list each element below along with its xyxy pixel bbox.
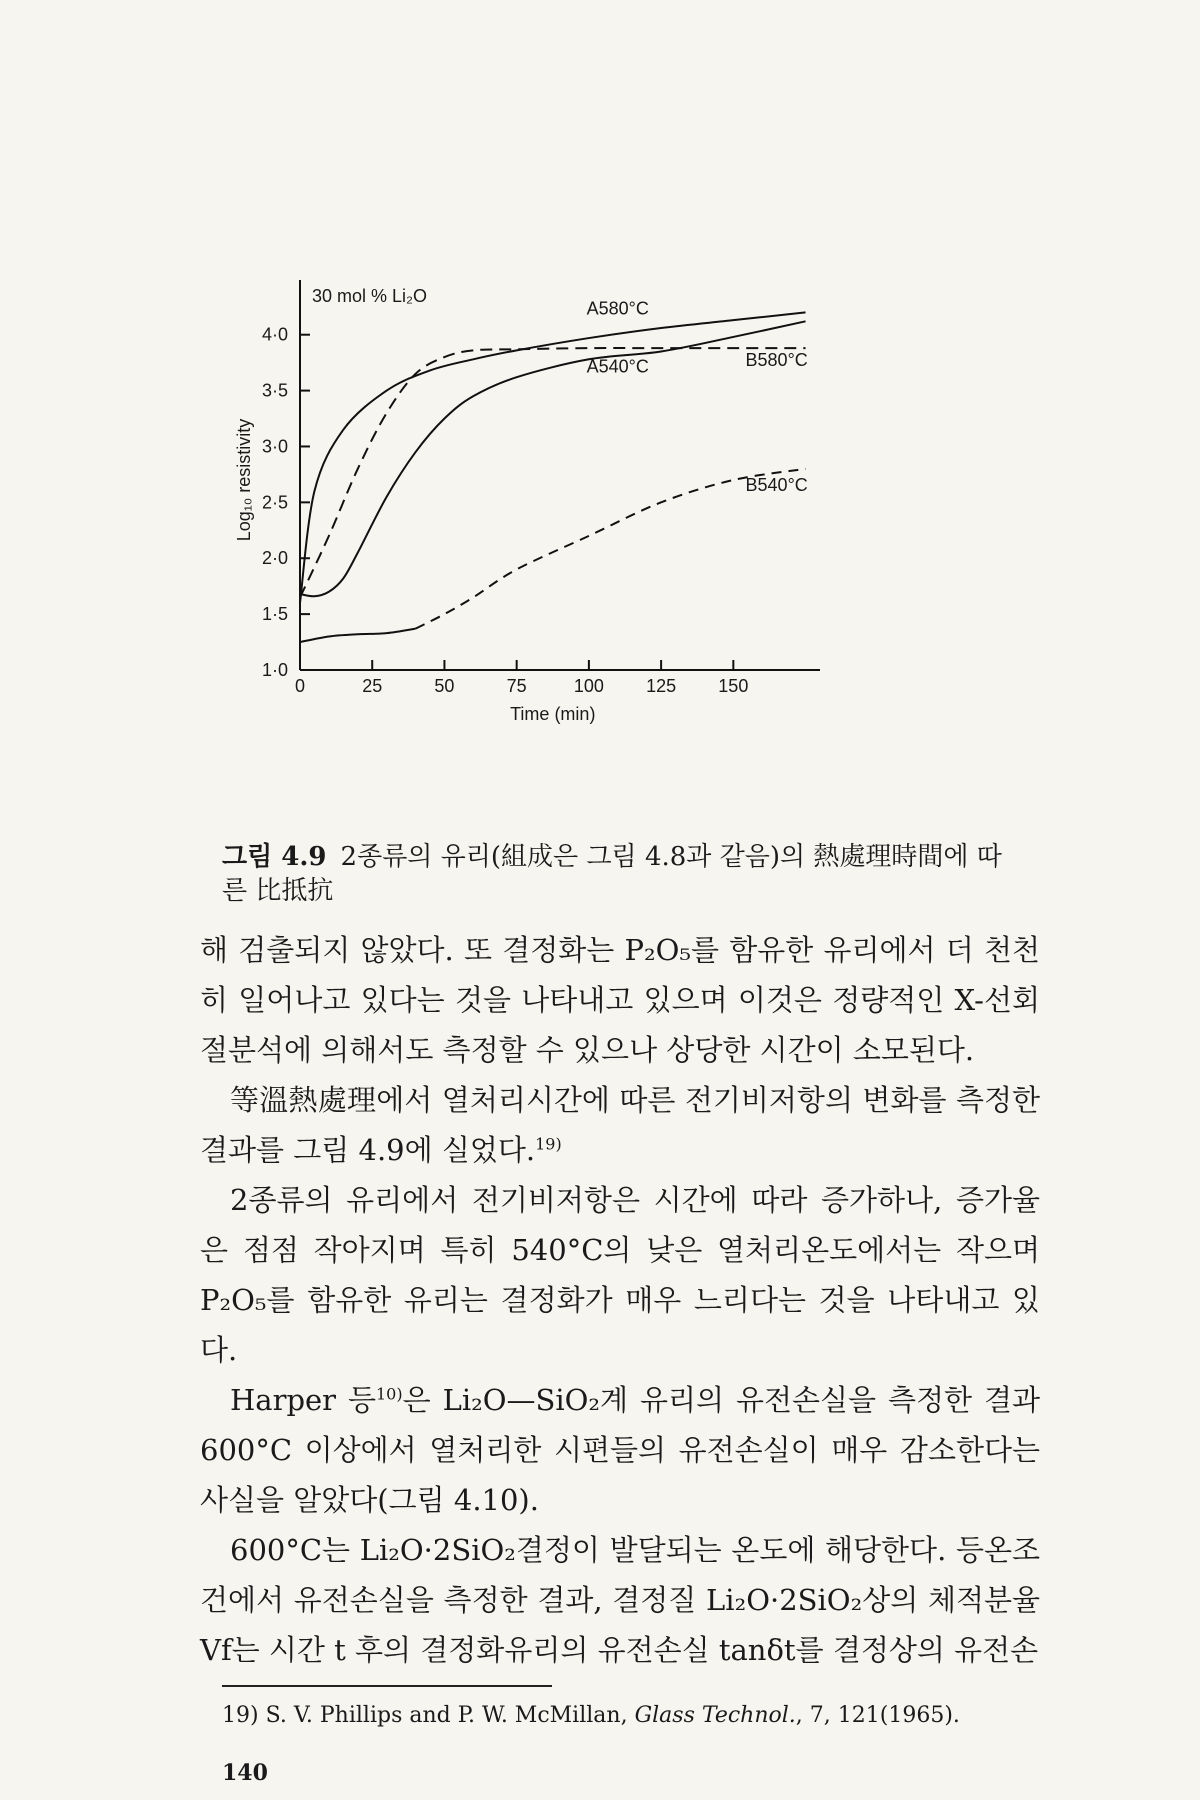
x-tick-label: 50 — [434, 676, 455, 696]
paragraph-2 — [200, 1075, 1040, 1175]
reference-10: 10) — [376, 1384, 403, 1404]
body-text — [200, 925, 1040, 1675]
x-axis-label: Time (min) — [510, 704, 596, 724]
curve-label-a580c: A580°C — [586, 298, 649, 319]
paragraph-2-text: 等溫熱處理에서 열처리시간에 따른 전기비저항의 변화를 측정한 결과를 그림 4.9에 실었다. — [200, 1083, 1040, 1167]
chart-axes — [300, 280, 820, 670]
reference-19: 19) — [535, 1134, 562, 1154]
footnote-19 — [222, 1702, 1042, 1730]
paragraph-4-b: 은 Li₂O—SiO₂계 유리의 유전손실을 측정한 결과 600°C 이상에서 열처리한 시편들의 유전손실이 매우 감소한다는 사실을 알았다(그림 4.10). — [200, 1383, 1041, 1517]
y-tick-label: 3·5 — [261, 380, 288, 401]
chart-labels — [234, 286, 808, 724]
paragraph-5: 600°C는 Li₂O·2SiO₂결정이 발달되는 온도에 해당한다. 등온조건에서 유전손실을 측정한 결과, 결정질 Li₂O·2SiO₂상의 체적분율 Vf는 시간 t 후의 결정화유리의 유전손실 tanδt를 결정상의 유전손 — [200, 1533, 1040, 1667]
chart-curves — [300, 312, 806, 642]
caption-number: 그림 4.9 — [222, 842, 327, 872]
y-axis-label: Log₁₀ resistivity — [234, 418, 254, 542]
footnote-suffix: , 7, 121(1965). — [795, 1703, 960, 1728]
x-tick-label: 25 — [362, 676, 383, 696]
caption-text: 2종류의 유리(組成은 그림 4.8과 같음)의 熱處理時間에 따른 比抵抗 — [222, 842, 1002, 906]
curve-label-a540c: A540°C — [586, 356, 649, 377]
x-tick-label: 75 — [506, 676, 527, 696]
y-tick-label: 1·5 — [261, 604, 288, 625]
series-line-a540c — [300, 321, 806, 596]
curve-label-b580c: B580°C — [745, 350, 808, 370]
paragraph-4 — [200, 1375, 1040, 1525]
footnote-journal: Glass Technol. — [634, 1703, 796, 1728]
paragraph-1: 해 검출되지 않았다. 또 결정화는 P₂O₅를 함유한 유리에서 더 천천히 일어나고 있다는 것을 나타내고 있으며 이것은 정량적인 X-선회절분석에 의해서도 측정할 수 있으나 상당한 시간이 소모된다. — [200, 933, 1040, 1067]
figure-4-9 — [230, 270, 950, 790]
x-tick-label: 0 — [294, 676, 306, 696]
resistivity-chart — [230, 270, 950, 790]
curve-label-b540c: B540°C — [745, 475, 808, 496]
paragraph-3: 2종류의 유리에서 전기비저항은 시간에 따라 증가하나, 증가율은 점점 작아지며 특히 540°C의 낮은 열처리온도에서는 작으며 P₂O₅를 함유한 유리는 결정화가 매우 느리다는 것을 나타내고 있다. — [200, 1183, 1040, 1367]
y-tick-label: 2·5 — [261, 492, 288, 513]
chart-annotation: 30 mol % Li₂O — [312, 286, 428, 306]
y-tick-label: 4·0 — [261, 324, 288, 345]
series-line-a580c — [300, 312, 806, 603]
series-line-b540c-solid — [300, 629, 416, 642]
page-number: 140 — [222, 1760, 268, 1786]
paragraph-4-a: Harper 등 — [230, 1383, 376, 1417]
series-line-b580c — [300, 348, 806, 597]
y-tick-label: 2·0 — [261, 548, 288, 569]
footnote-divider — [222, 1685, 552, 1687]
y-tick-label: 3·0 — [261, 436, 288, 457]
x-tick-label: 150 — [718, 676, 749, 696]
footnote-prefix: 19) S. V. Phillips and P. W. McMillan, — [222, 1703, 635, 1728]
figure-caption — [222, 840, 1022, 908]
y-tick-label: 1·0 — [261, 660, 288, 680]
x-tick-label: 125 — [646, 676, 677, 696]
x-tick-label: 100 — [573, 676, 604, 696]
